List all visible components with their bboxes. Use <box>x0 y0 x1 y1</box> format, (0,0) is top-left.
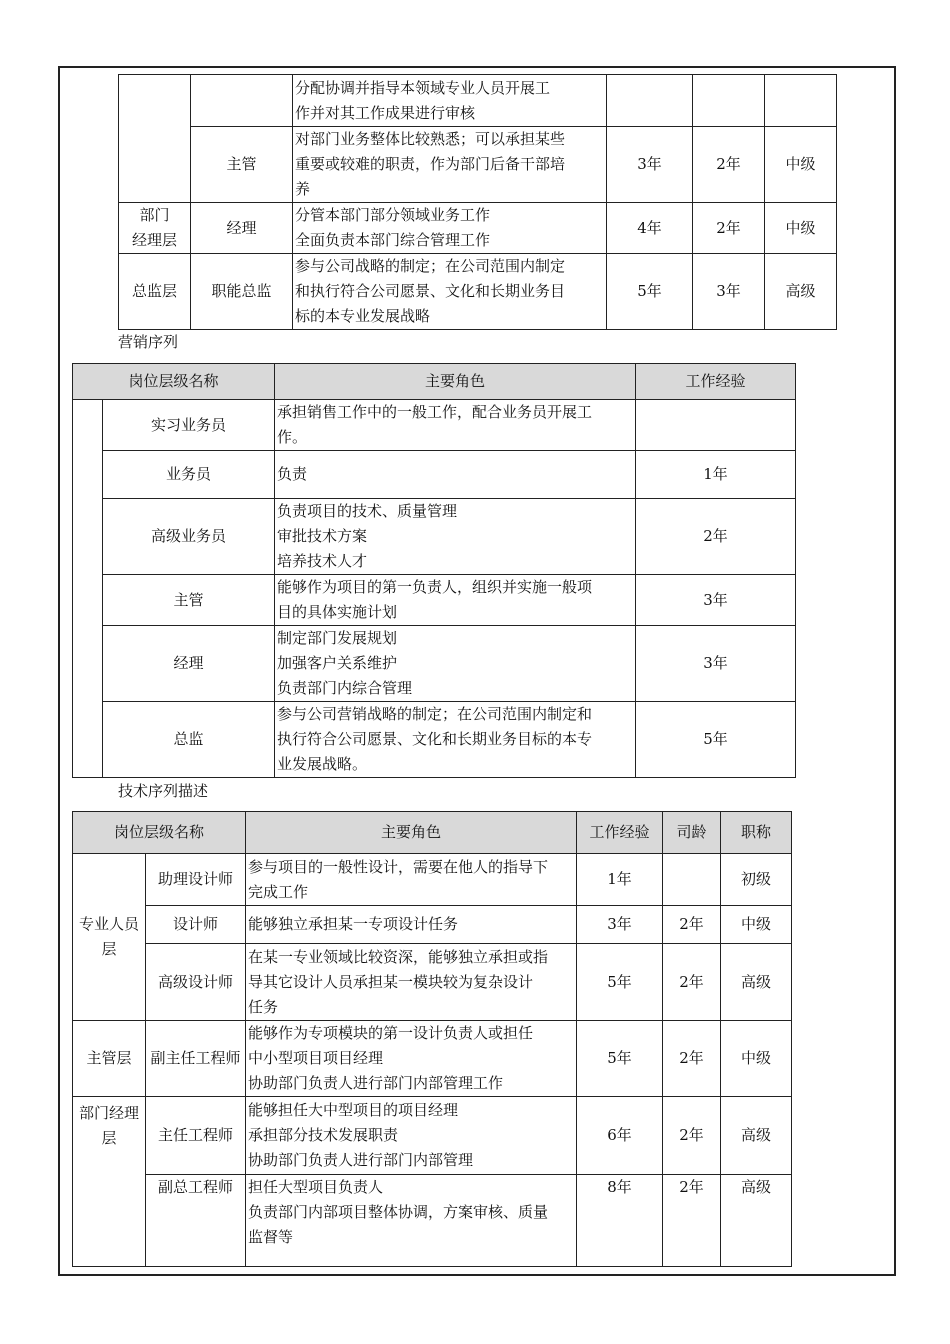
experience-cell: 1年 <box>636 451 796 499</box>
level-cell <box>119 75 191 203</box>
position-cell: 主管 <box>103 575 275 626</box>
position-cell: 高级设计师 <box>146 944 246 1021</box>
table-row <box>73 1021 792 1097</box>
table-row <box>73 499 796 575</box>
experience-cell <box>607 75 693 127</box>
position-cell: 业务员 <box>103 451 275 499</box>
experience-cell: 5年 <box>577 1021 663 1097</box>
title-cell: 中级 <box>721 906 792 944</box>
seniority-cell: 2年 <box>663 1175 721 1267</box>
position-cell: 职能总监 <box>191 254 293 330</box>
header-experience: 工作经验 <box>577 812 663 854</box>
seniority-cell: 2年 <box>663 1021 721 1097</box>
table-row <box>73 854 792 906</box>
role-cell: 承担销售工作中的一般工作，配合业务员开展工 作。 <box>275 400 636 451</box>
title-cell: 中级 <box>765 127 837 203</box>
experience-cell: 2年 <box>636 499 796 575</box>
experience-cell: 3年 <box>607 127 693 203</box>
experience-cell: 1年 <box>577 854 663 906</box>
title-cell: 高级 <box>721 1175 792 1267</box>
table-row <box>73 400 796 451</box>
seniority-cell: 2年 <box>663 944 721 1021</box>
table-row <box>119 203 837 254</box>
seniority-cell: 2年 <box>693 127 765 203</box>
experience-cell: 5年 <box>577 944 663 1021</box>
title-cell: 中级 <box>765 203 837 254</box>
experience-cell: 5年 <box>636 702 796 778</box>
title-cell: 高级 <box>765 254 837 330</box>
table-row <box>73 626 796 702</box>
position-cell: 副总工程师 <box>146 1175 246 1267</box>
header-level: 岗位层级名称 <box>73 812 246 854</box>
table-row <box>73 702 796 778</box>
role-cell: 能够担任大中型项目的项目经理 承担部分技术发展职责 协助部门负责人进行部门内部管理 <box>246 1097 577 1175</box>
position-cell: 设计师 <box>146 906 246 944</box>
position-cell: 高级业务员 <box>103 499 275 575</box>
role-cell: 负责 <box>275 451 636 499</box>
experience-cell: 6年 <box>577 1097 663 1175</box>
level-cell: 部门经理 层 <box>73 1097 146 1267</box>
header-experience: 工作经验 <box>636 364 796 400</box>
table-row <box>73 1175 792 1267</box>
position-cell <box>191 75 293 127</box>
table-row <box>73 575 796 626</box>
tech-sequence-table <box>72 811 792 1267</box>
header-role: 主要角色 <box>246 812 577 854</box>
title-cell: 初级 <box>721 854 792 906</box>
position-cell: 主管 <box>191 127 293 203</box>
table-row <box>119 254 837 330</box>
level-cell: 总监层 <box>119 254 191 330</box>
header-seniority: 司龄 <box>663 812 721 854</box>
table-row <box>73 451 796 499</box>
table-row <box>119 75 837 127</box>
management-sequence-table <box>118 74 837 330</box>
title-cell: 高级 <box>721 1097 792 1175</box>
position-cell: 主任工程师 <box>146 1097 246 1175</box>
table-header-row <box>73 812 792 854</box>
role-cell: 分管本部门部分领域业务工作 全面负责本部门综合管理工作 <box>293 203 607 254</box>
table-row <box>73 944 792 1021</box>
role-cell: 参与项目的一般性设计，需要在他人的指导下 完成工作 <box>246 854 577 906</box>
role-cell: 在某一专业领域比较资深，能够独立承担或指 导其它设计人员承担某一模块较为复杂设计 任务 <box>246 944 577 1021</box>
header-level: 岗位层级名称 <box>73 364 275 400</box>
seniority-cell <box>693 75 765 127</box>
position-cell: 经理 <box>191 203 293 254</box>
role-cell: 能够独立承担某一专项设计任务 <box>246 906 577 944</box>
experience-cell: 8年 <box>577 1175 663 1267</box>
experience-cell: 3年 <box>577 906 663 944</box>
sales-sequence-caption: 营销序列 <box>118 333 179 351</box>
table-row <box>73 906 792 944</box>
table-row <box>73 1097 792 1175</box>
title-cell <box>765 75 837 127</box>
table-row <box>119 127 837 203</box>
role-cell: 能够作为专项模块的第一设计负责人或担任 中小型项目项目经理 协助部门负责人进行部门内部管理工作 <box>246 1021 577 1097</box>
experience-cell: 5年 <box>607 254 693 330</box>
header-title: 职称 <box>721 812 792 854</box>
role-cell: 负责项目的技术、质量管理 审批技术方案 培养技术人才 <box>275 499 636 575</box>
level-cell: 主管层 <box>73 1021 146 1097</box>
role-cell: 能够作为项目的第一负责人，组织并实施一般项 目的具体实施计划 <box>275 575 636 626</box>
level-cell: 专业人员 层 <box>73 854 146 1021</box>
role-cell: 分配协调并指导本领域专业人员开展工 作并对其工作成果进行审核 <box>293 75 607 127</box>
seniority-cell: 2年 <box>693 203 765 254</box>
experience-cell <box>636 400 796 451</box>
experience-cell: 3年 <box>636 626 796 702</box>
seniority-cell: 3年 <box>693 254 765 330</box>
title-cell: 高级 <box>721 944 792 1021</box>
experience-cell: 3年 <box>636 575 796 626</box>
position-cell: 经理 <box>103 626 275 702</box>
role-cell: 参与公司营销战略的制定；在公司范围内制定和 执行符合公司愿景、文化和长期业务目标的本专 业发展战略。 <box>275 702 636 778</box>
seniority-cell <box>663 854 721 906</box>
table-header-row <box>73 364 796 400</box>
role-cell: 担任大型项目负责人 负责部门内部项目整体协调，方案审核、质量 监督等 <box>246 1175 577 1267</box>
position-cell: 副主任工程师 <box>146 1021 246 1097</box>
level-cell <box>73 400 103 778</box>
experience-cell: 4年 <box>607 203 693 254</box>
position-cell: 助理设计师 <box>146 854 246 906</box>
title-cell: 中级 <box>721 1021 792 1097</box>
tech-sequence-caption: 技术序列描述 <box>118 782 209 800</box>
position-cell: 总监 <box>103 702 275 778</box>
level-cell: 部门 经理层 <box>119 203 191 254</box>
seniority-cell: 2年 <box>663 1097 721 1175</box>
position-cell: 实习业务员 <box>103 400 275 451</box>
header-role: 主要角色 <box>275 364 636 400</box>
sales-sequence-table <box>72 363 796 778</box>
role-cell: 对部门业务整体比较熟悉；可以承担某些 重要或较难的职责，作为部门后备干部培 养 <box>293 127 607 203</box>
seniority-cell: 2年 <box>663 906 721 944</box>
role-cell: 参与公司战略的制定；在公司范围内制定 和执行符合公司愿景、文化和长期业务目 标的本专业发展战略 <box>293 254 607 330</box>
role-cell: 制定部门发展规划 加强客户关系维护 负责部门内综合管理 <box>275 626 636 702</box>
